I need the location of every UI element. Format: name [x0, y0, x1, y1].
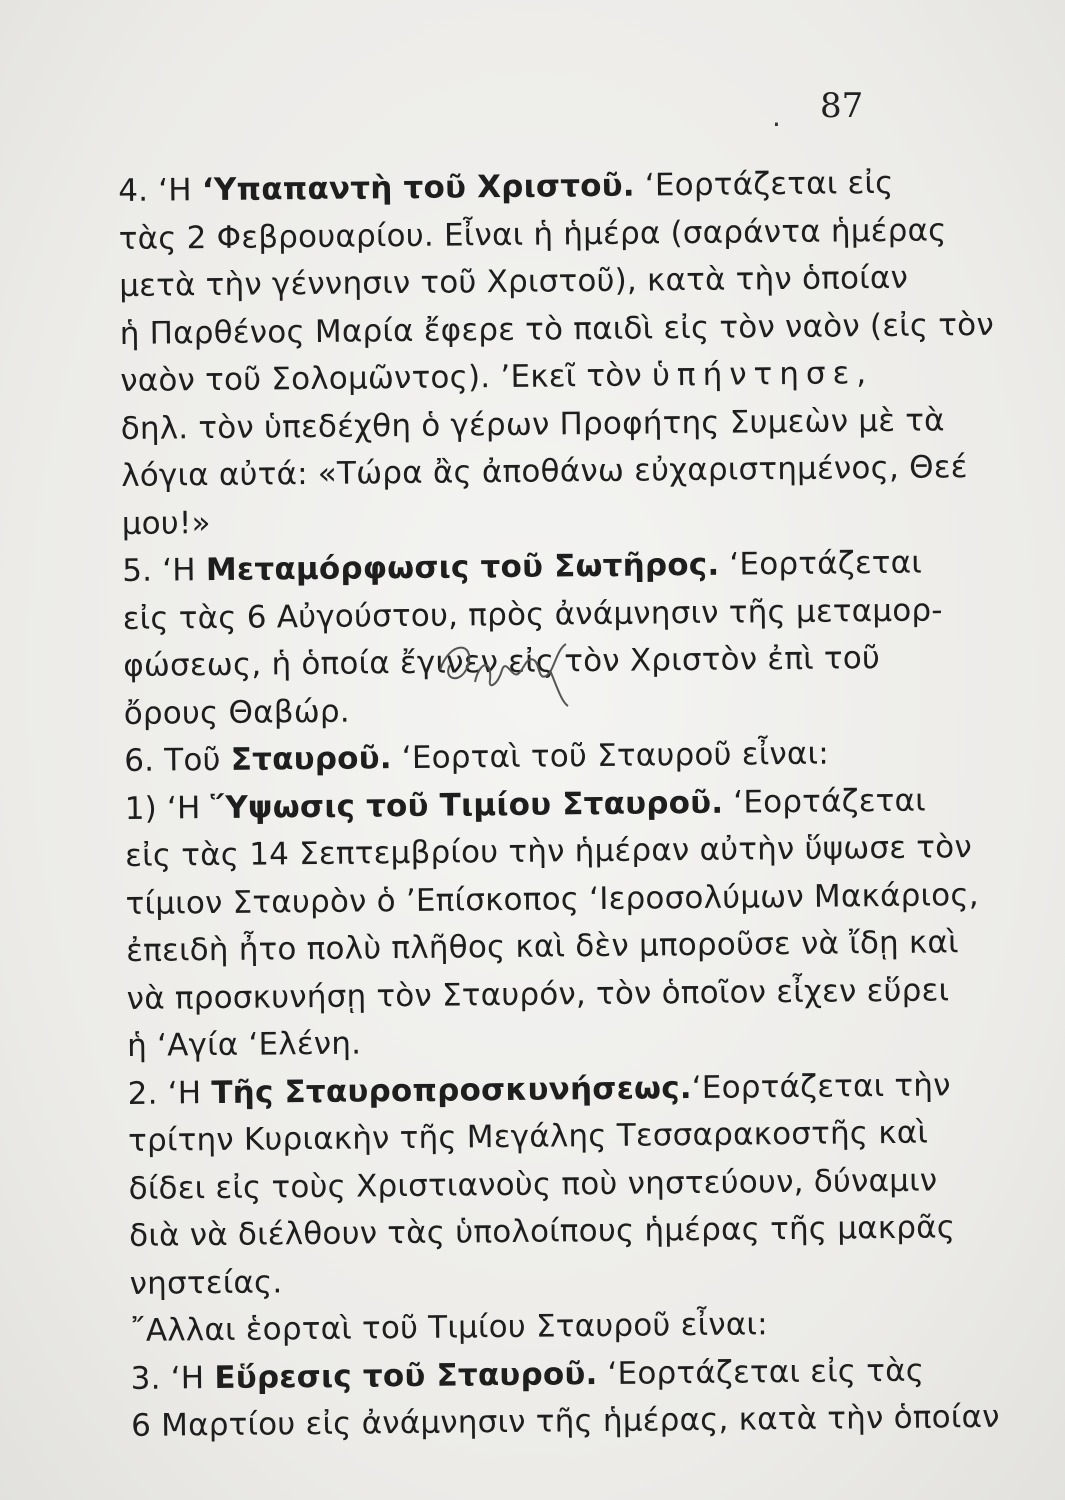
- text-line: [119, 302, 995, 358]
- text-line: [127, 1062, 951, 1118]
- text-run: 1) ‘Η: [124, 789, 211, 827]
- text-run: ‘Εορτάζεται τὴν: [691, 1066, 951, 1106]
- text-line: [130, 1300, 930, 1356]
- text-run: μετὰ τὴν γέννησιν τοῦ Χριστοῦ), κατὰ τὴν ὁποίαν: [119, 259, 909, 304]
- text-line: [118, 160, 918, 216]
- text-run: 4. ‘Η: [118, 172, 203, 209]
- text-line: [128, 1110, 928, 1166]
- text-line: [126, 967, 950, 1023]
- text-line: [130, 1395, 1000, 1451]
- heading-text: Ὕψωσις τοῦ Τιμίου Σταυροῦ.: [210, 784, 724, 826]
- text-run: ναὸν τοῦ Σολομῶντος). ’Εκεῖ τὸν: [120, 357, 653, 399]
- text-line: [119, 255, 919, 311]
- text-run: νηστείας.: [129, 1263, 283, 1302]
- text-run: 5. ‘Η: [122, 552, 207, 589]
- text-run: ‘Εορτάζεται: [723, 782, 927, 821]
- text-line: [130, 1347, 930, 1403]
- page-number: 87: [820, 86, 864, 126]
- handwritten-signature: [430, 630, 600, 710]
- text-run: τίμιον Σταυρὸν ὁ ’Επίσκοπος ‘Ιεροσολύμων Μακάριος,: [125, 876, 979, 922]
- text-run: εἰς τὰς 6 Αὐγούστου, πρὸς ἀνάμνησιν τῆς μεταμορ-: [122, 591, 943, 637]
- text-run: 6. Τοῦ: [124, 741, 231, 779]
- text-line: [121, 445, 968, 501]
- text-run: ‘Εορτάζεται: [719, 544, 923, 583]
- text-line: [124, 730, 924, 786]
- text-line: [120, 397, 945, 453]
- text-run: φώσεως, ἡ ὁποία ἔγινεν εἰς τὸν Χριστὸν ἐπὶ τοῦ: [123, 640, 881, 684]
- heading-text: Τῆς Σταυροπροσκυνήσεως.: [211, 1069, 692, 1111]
- text-run: τὰς 2 Φεβρουαρίου. Εἶναι ἡ ἡμέρα (σαράντα ἡμέρας: [118, 211, 947, 257]
- text-line: [121, 492, 921, 548]
- text-run: ‘Εορτάζεται εἰς: [634, 164, 894, 204]
- text-line: [128, 1157, 938, 1213]
- text-run: λόγια αὐτά: «Τώρα ἂς ἀποθάνω εὐχαριστημένος, Θεέ: [121, 449, 968, 494]
- text-run: ὑπήντησε,: [651, 355, 874, 394]
- text-run: τρίτην Κυριακὴν τῆς Μεγάλης Τεσσαρακοστῆς καὶ: [128, 1114, 929, 1159]
- text-line: [122, 540, 922, 596]
- text-line: [127, 1015, 927, 1071]
- text-run: δίδει εἰς τοὺς Χριστιανοὺς ποὺ νηστεύουν, δύναμιν: [128, 1161, 938, 1207]
- text-run: εἰς τὰς 14 Σεπτεμβρίου τὴν ἡμέραν αὐτὴν ὕψωσε τὸν: [125, 829, 973, 874]
- heading-text: Σταυροῦ.: [230, 740, 392, 778]
- text-run: ἡ ‘Αγία ‘Ελένη.: [127, 1025, 362, 1064]
- text-line: [129, 1252, 929, 1308]
- text-run: ῎Αλλαι ἑορταὶ τοῦ Τιμίου Σταυροῦ εἶναι:: [129, 1306, 768, 1349]
- text-line: [118, 207, 947, 263]
- heading-text: Εὕρεσις τοῦ Σταυροῦ.: [214, 1355, 598, 1396]
- text-line: [126, 920, 959, 976]
- text-run: 2. ‘Η: [127, 1074, 212, 1112]
- text-run: ‘Εορταὶ τοῦ Σταυροῦ εἶναι:: [391, 735, 830, 777]
- heading-text: Μεταμόρφωσις τοῦ Σωτῆρος.: [205, 546, 720, 589]
- text-line: [125, 872, 979, 928]
- text-line: [124, 777, 927, 833]
- text-line: [128, 1205, 956, 1261]
- text-run: νὰ προσκυνήσῃ τὸν Σταυρόν, τὸν ὁποῖον εἶχεν εὕρει: [126, 971, 950, 1017]
- text-run: ἐπειδὴ ἦτο πολὺ πλῆθος καὶ δὲν μποροῦσε νὰ ἴδῃ καὶ: [126, 924, 959, 969]
- text-run: ἡ Παρθένος Μαρία ἔφερε τὸ παιδὶ εἰς τὸν ναὸν (εἰς τὸν: [119, 306, 995, 352]
- body-text: [118, 160, 1000, 1451]
- text-run: 3. ‘Η: [130, 1359, 215, 1397]
- text-run: διὰ νὰ διέλθουν τὰς ὑπολοίπους ἡμέρας τῆς μακρᾶς: [128, 1209, 956, 1254]
- text-run: δηλ. τὸν ὑπεδέχθη ὁ γέρων Προφήτης Συμεὼν μὲ τὰ: [120, 401, 945, 447]
- heading-text: ‘Υπαπαντὴ τοῦ Χριστοῦ.: [201, 167, 635, 209]
- page-mark-dot: .: [772, 100, 781, 133]
- text-run: ὄρους Θαβώρ.: [123, 693, 350, 732]
- text-run: 6 Μαρτίου εἰς ἀνάμνησιν τῆς ἡμέρας, κατὰ τὴν ὁποίαν: [130, 1398, 1000, 1444]
- text-line: [125, 825, 973, 881]
- text-run: ‘Εορτάζεται εἰς τὰς: [597, 1352, 925, 1392]
- text-run: μου!»: [121, 504, 211, 542]
- text-line: [120, 350, 920, 406]
